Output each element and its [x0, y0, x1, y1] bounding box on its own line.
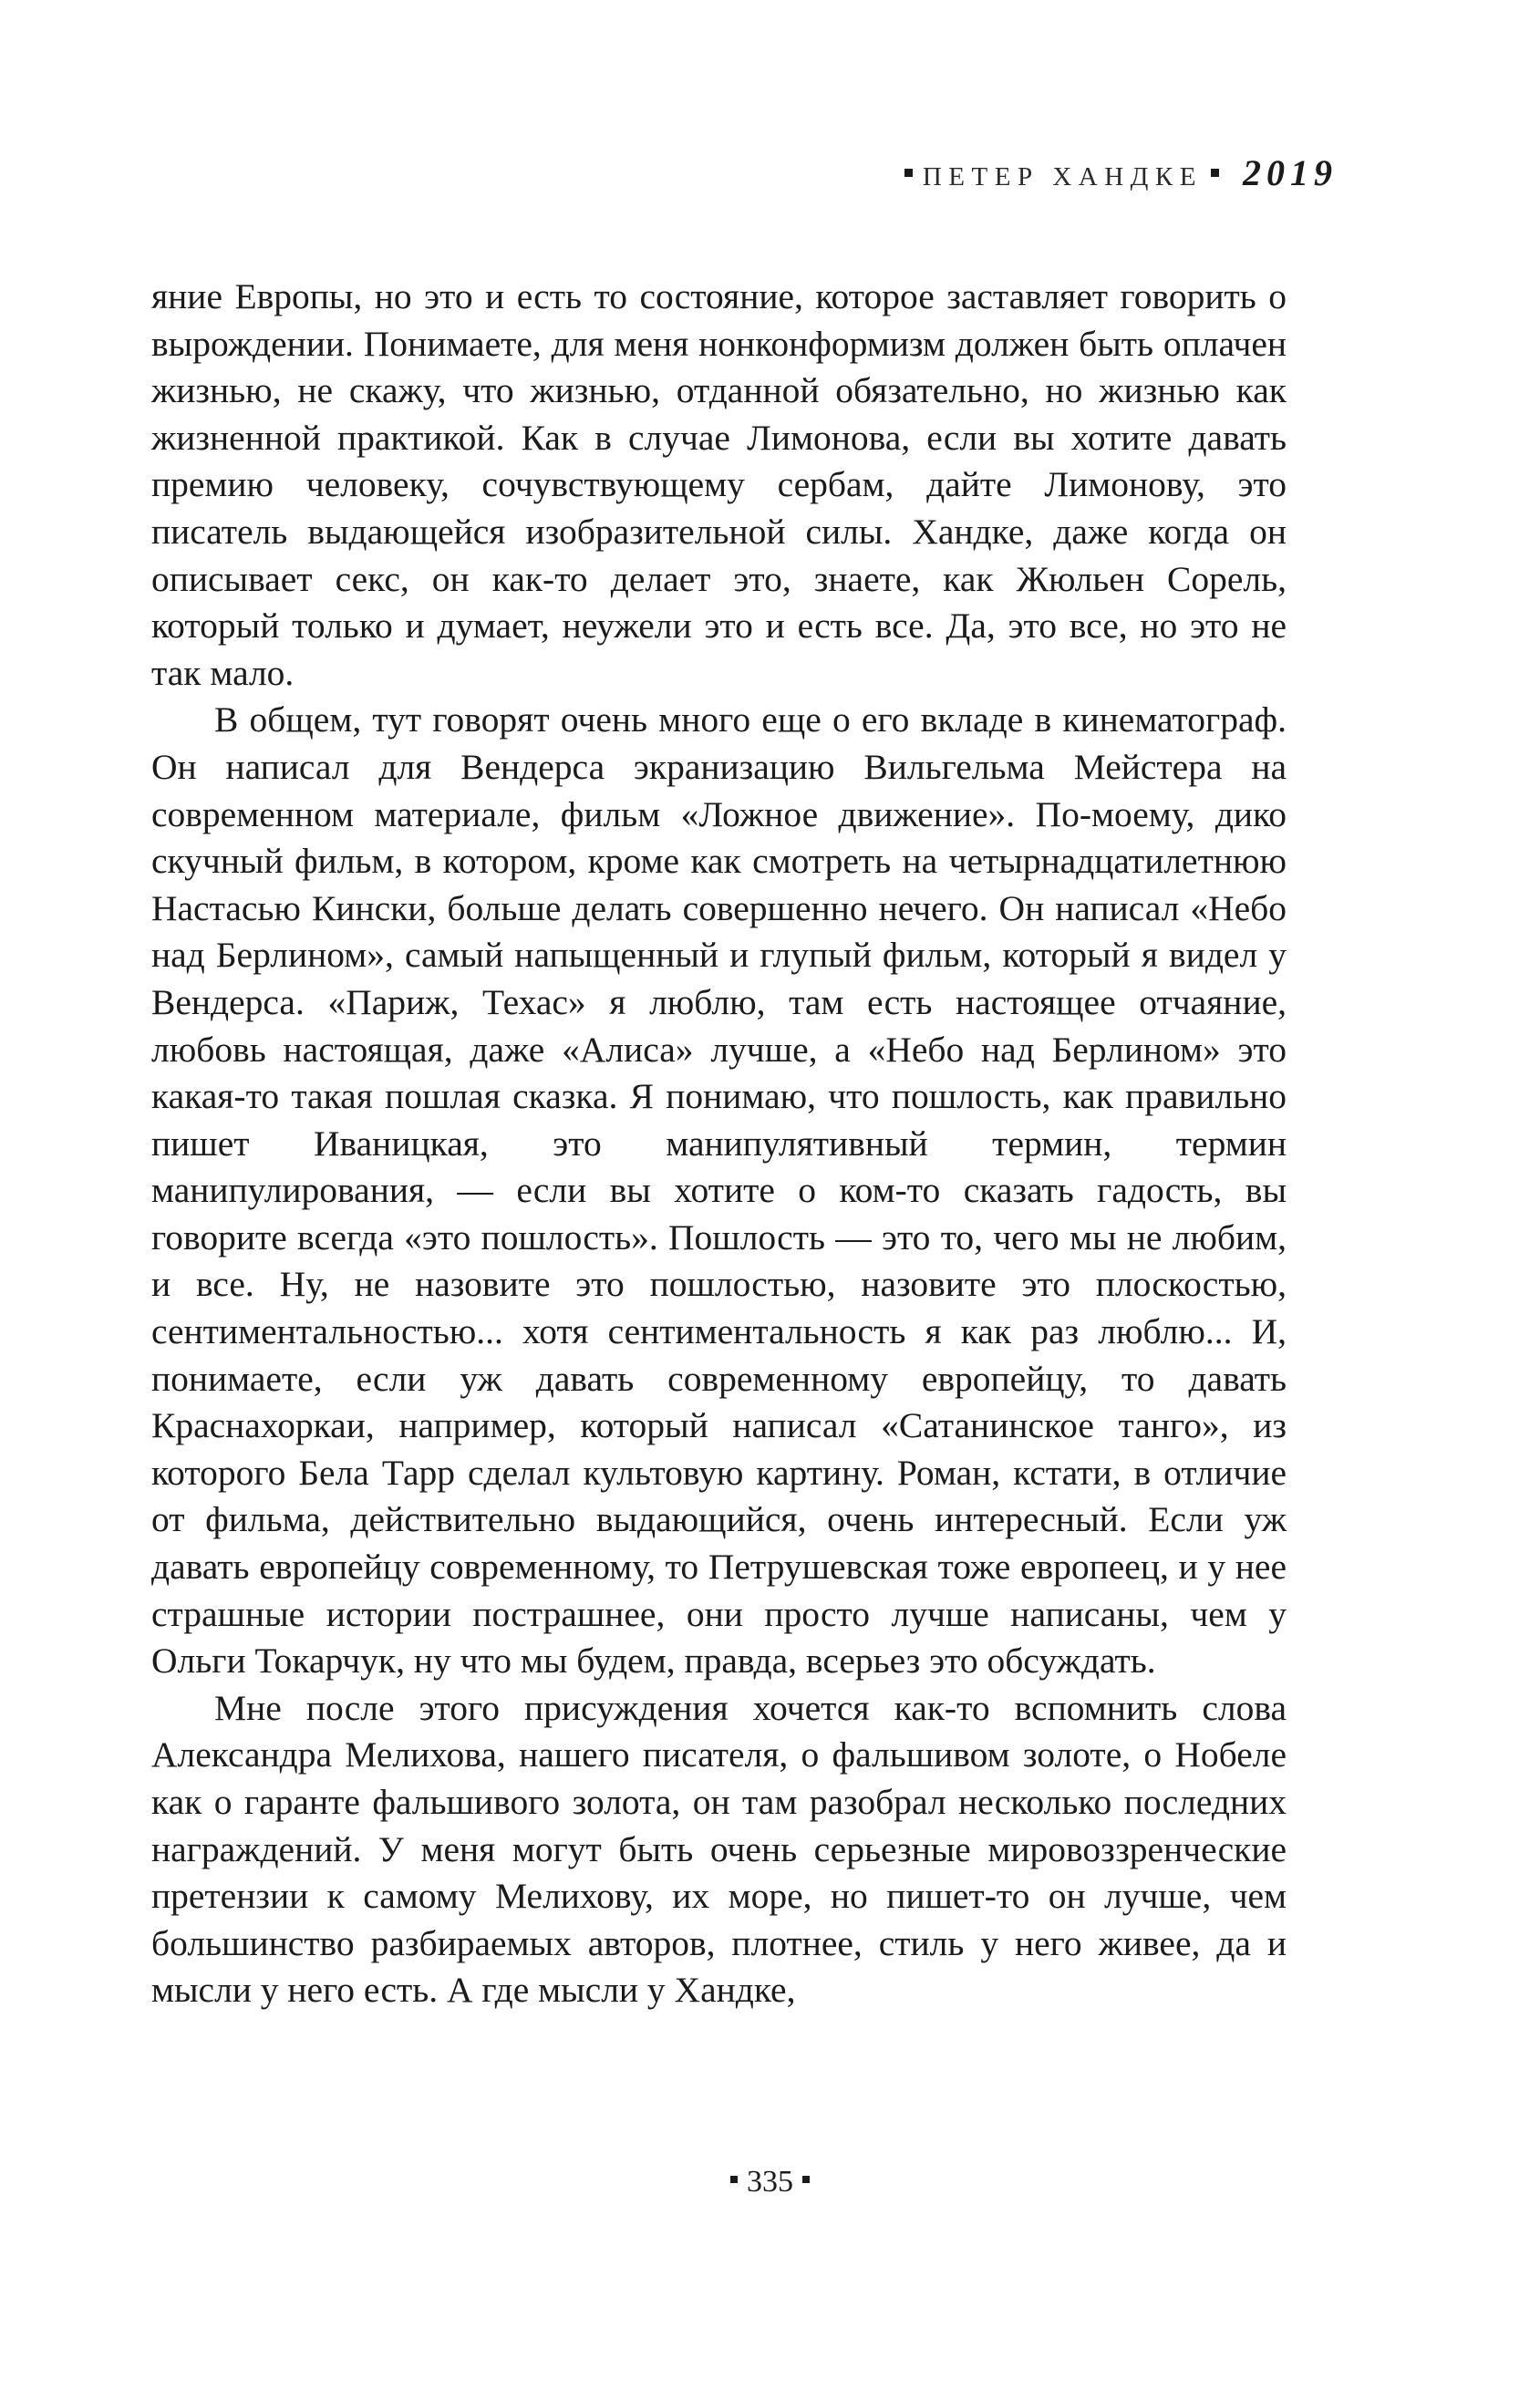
square-ornament-icon [1211, 169, 1219, 177]
square-ornament-icon [802, 2176, 810, 2183]
paragraph: яние Европы, но это и есть то состояние, которое заставляет говорить о вырождении. Понимаете, для меня нонконформизм должен быть оплачен жизнью, не скажу, что жизнью, отданной обязательно, но жизнью как жизненной практикой. Как в случае Лимонова, если вы хотите давать премию человеку, сочувствующему сербам, дайте Лимонову, это писатель выдающейся изобразительной силы. Хандке, даже когда он описывает секс, он как-то делает это, знаете, как Жюльен Сорель, который только и думает, неужели это и есть все. Да, это все, но это не так мало. [151, 276, 1287, 693]
page-number: 335 [747, 2165, 793, 2199]
square-ornament-icon [730, 2176, 738, 2183]
paragraph: В общем, тут говорят очень много еще о его вкладе в кинематограф. Он написал для Вендерса экранизацию Вильгельма Мейстера на современном материале, фильм «Ложное движение». По-моему, дико скучный фильм, в котором, кроме как смотреть на четырнадцатилетнюю Настасью Кински, больше делать совершенно нечего. Он написал «Небо над Берлином», самый напыщенный и глупый фильм, который я видел у Вендерса. «Париж, Техас» я люблю, там есть настоящее отчаяние, любовь настоящая, даже «Алиса» лучше, а «Небо над Берлином» это какая-то такая пошлая сказка. Я понимаю, что пошлость, как правильно пишет Иваницкая, это манипулятивный термин, термин манипулирования, — если вы хотите о ком-то сказать гадость, вы говорите всегда «это пошлость». Пошлость — это то, чего мы не любим, и все. Ну, не назовите это пошлостью, назовите это плоскостью, сентиментальностью... хотя сентиментальность я как раз люблю... И, понимаете, если уж давать современному европейцу, то давать Краснахоркаи, например, который написал «Сатанинское танго», из которого Бела Тарр сделал культовую картину. Роман, кстати, в отличие от фильма, действительно выдающийся, очень интересный. Если уж давать европейцу современному, то Петрушевская тоже европеец, и у нее страшные истории пострашнее, они просто лучше написаны, чем у Ольги Токарчук, ну что мы будем, правда, всерьез это обсуждать. [151, 699, 1287, 1682]
running-head-author: ПЕТЕР ХАНДКЕ [922, 162, 1203, 191]
paragraph: Мне после этого присуждения хочется как-то вспомнить слова Александра Мелихова, нашего писателя, о фальшивом золоте, о Нобеле как о гаранте фальшивого золота, он там разобрал несколько последних награждений. У меня могут быть очень серьезные мировоззренческие претензии к самому Мелихову, их море, но пишет-то он лучше, чем большинство разбираемых авторов, плотнее, стиль у него живее, да и мысли у него есть. А где мысли у Хандке, [151, 1687, 1287, 2011]
square-ornament-icon [904, 169, 913, 177]
running-head-year: 2019 [1243, 152, 1338, 193]
body-text [151, 274, 1287, 2014]
running-head [904, 151, 1338, 194]
page-number-footer [0, 2165, 1540, 2200]
